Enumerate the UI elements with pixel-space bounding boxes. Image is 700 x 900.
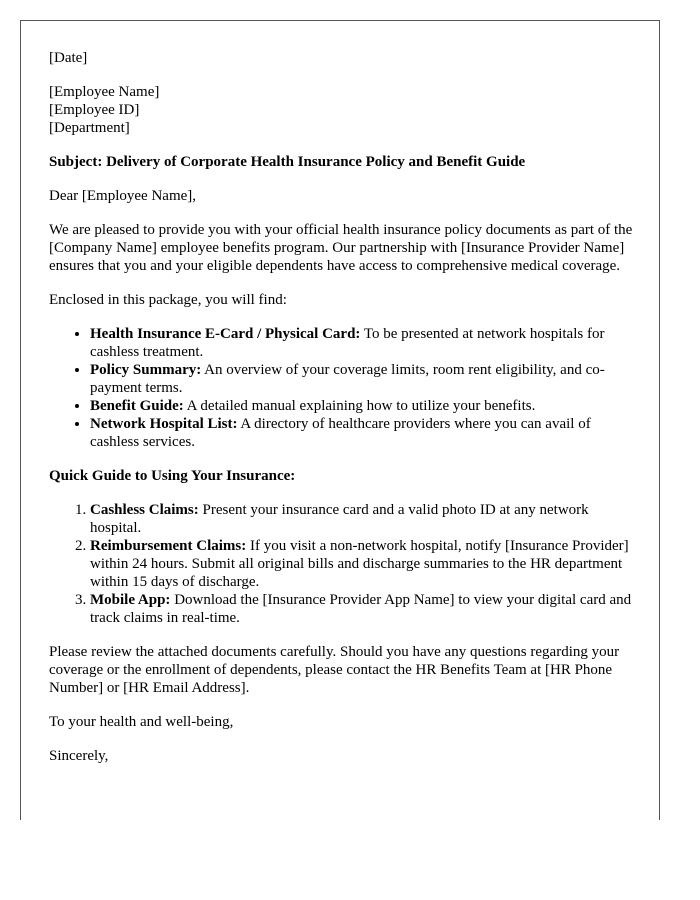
valediction: Sincerely, [49,748,109,764]
list-item-label: Health Insurance E-Card / Physical Card: [90,326,361,342]
list-item [90,591,639,627]
letter-salutation: Dear [Employee Name], [49,188,197,204]
list-item-text: An overview of your coverage limits, room rent eligibility, and co-payment terms. [90,362,605,396]
list-item [90,415,639,451]
enclosed-intro: Enclosed in this package, you will find: [49,292,287,308]
list-item-label: Reimbursement Claims: [90,538,247,554]
sign-off: To your health and well-being, [49,714,234,730]
letter-date: [Date] [49,50,88,66]
list-item-text: If you visit a non-network hospital, notify [Insurance Provider] within 24 hours. Submit all original bills and discharge summaries to the HR department within 15 days of discharge. [90,538,629,590]
recipient-department: [Department] [49,120,130,136]
list-item [90,537,639,591]
list-item [90,501,639,537]
enclosed-list [49,325,639,451]
list-item-text: A detailed manual explaining how to utilize your benefits. [183,398,536,414]
recipient-name: [Employee Name] [49,84,160,100]
list-item [90,325,639,361]
closing-paragraph: Please review the attached documents carefully. Should you have any questions regarding your coverage or the enrollment of dependents, please contact the HR Benefits Team at [HR Phone Number] or [HR Email Address]. [49,644,620,696]
recipient-block [49,83,639,137]
letter-page [20,20,660,820]
list-item [90,397,639,415]
list-item-text: Download the [Insurance Provider App Name] to view your digital card and track claims in real-time. [90,592,632,626]
list-item-text: A directory of healthcare providers where you can avail of cashless services. [90,416,591,450]
list-item-label: Cashless Claims: [90,502,199,518]
list-item-label: Benefit Guide: [90,398,184,414]
recipient-id: [Employee ID] [49,102,140,118]
list-item-text: Present your insurance card and a valid photo ID at any network hospital. [90,502,589,536]
list-item [90,361,639,397]
list-item-label: Network Hospital List: [90,416,238,432]
letter-body [49,49,639,781]
intro-paragraph: We are pleased to provide you with your official health insurance policy documents as part of the [Company Name] employee benefits program. Our partnership with [Insurance Provider Name] ensures that you and your eligible dependents have access to comprehensive medical coverage. [49,222,633,274]
guide-heading: Quick Guide to Using Your Insurance: [49,468,296,484]
list-item-label: Mobile App: [90,592,171,608]
guide-list [49,501,639,627]
list-item-label: Policy Summary: [90,362,202,378]
list-item-text: To be presented at network hospitals for cashless treatment. [90,326,605,360]
letter-subject: Subject: Delivery of Corporate Health Insurance Policy and Benefit Guide [49,154,526,170]
